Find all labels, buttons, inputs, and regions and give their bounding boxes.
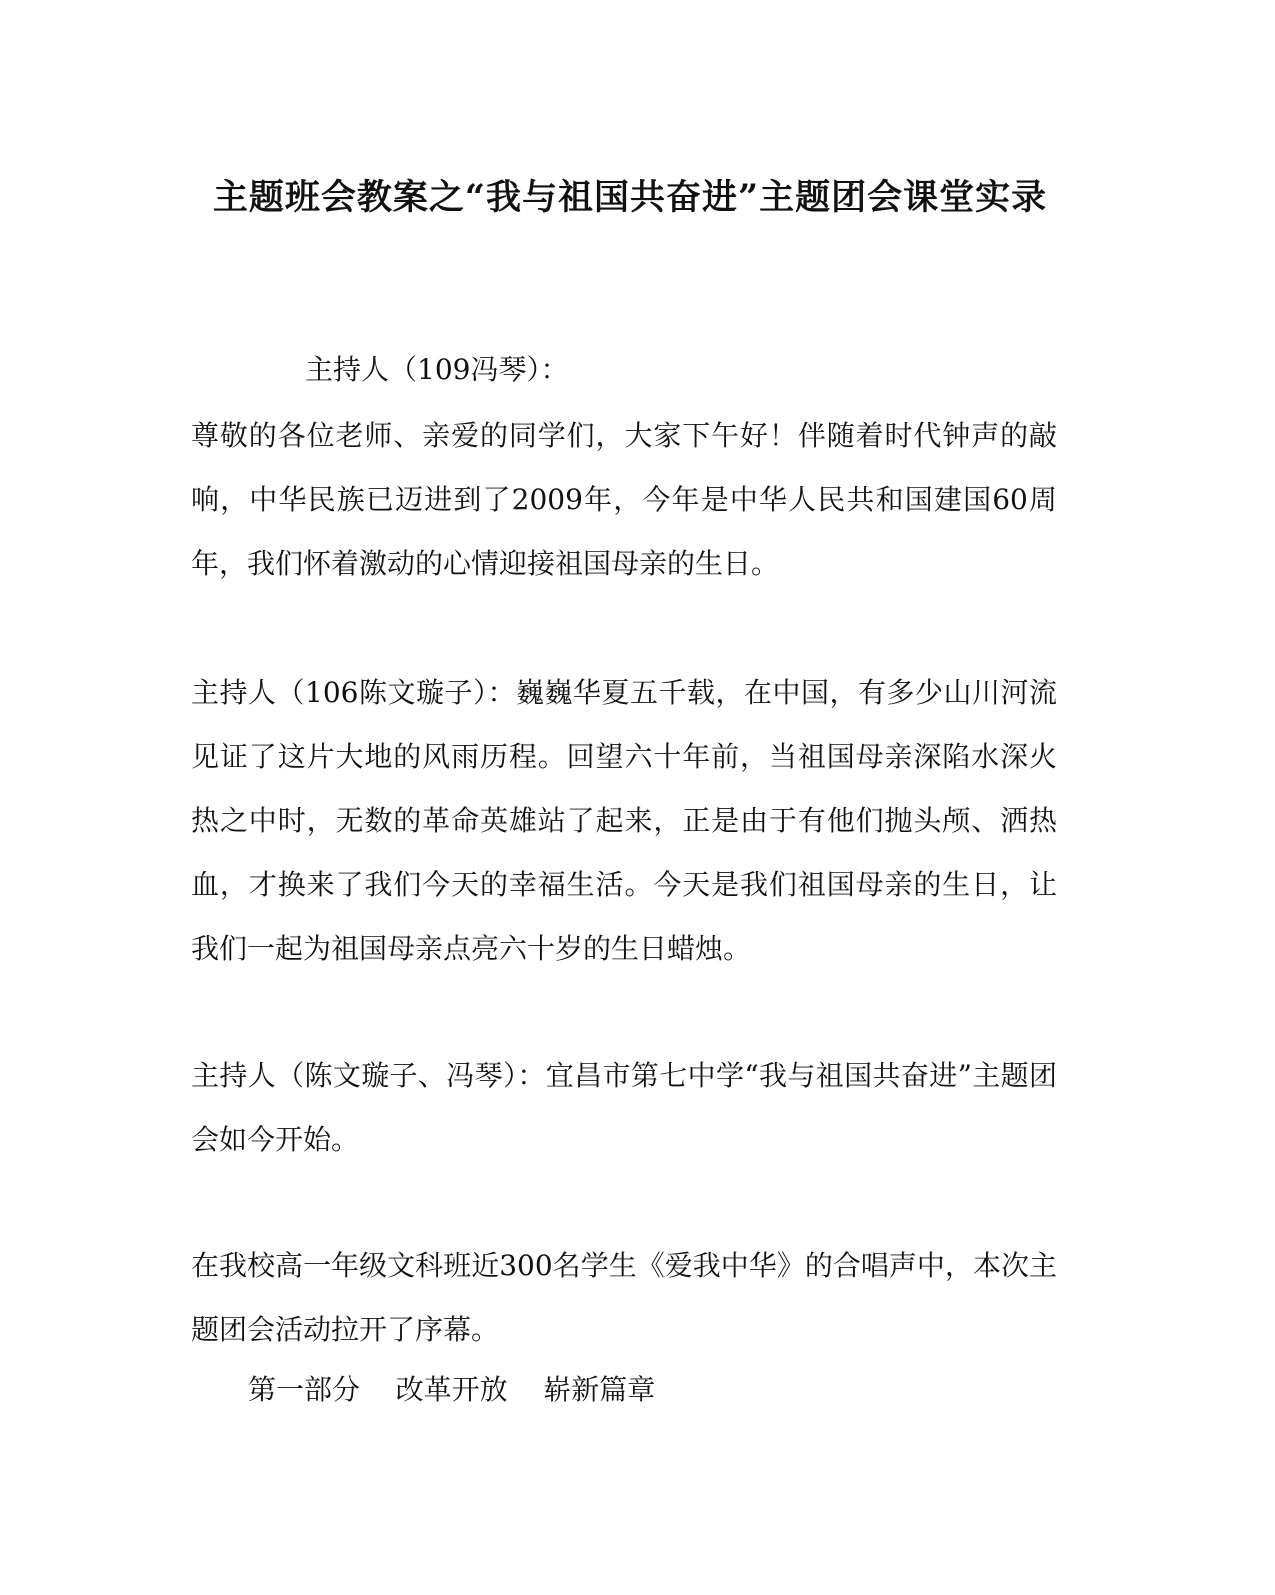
paragraph-meeting-start: 主持人（陈文璇子、冯琴）：宜昌市第七中学“我与祖国共奋进”主题团会如今开始。 — [191, 1059, 1057, 1156]
paragraph-chorus: 在我校高一年级文科班近300名学生《爱我中华》的合唱声中，本次主题团会活动拉开了序幕。 — [191, 1249, 1057, 1346]
host-intro-line: 主持人（109冯琴）： — [305, 353, 569, 386]
section-heading: 第一部分 改革开放 崭新篇章 — [248, 1373, 656, 1406]
paragraph-opening-greeting: 尊敬的各位老师、亲爱的同学们，大家下午好！伴随着时代钟声的敲响，中华民族已迈进到了2009年，今年是中华人民共和国建国60周年，我们怀着激动的心情迎接祖国母亲的生日。 — [191, 419, 1057, 580]
document-title: 主题班会教案之“我与祖国共奋进”主题团会课堂实录 — [212, 177, 1048, 218]
paragraph-host-chen: 主持人（106陈文璇子）：巍巍华夏五千载，在中国，有多少山川河流见证了这片大地的风雨历程。回望六十年前，当祖国母亲深陷水深火热之中时，无数的革命英雄站了起来，正是由于有他们抛头颅、洒热血，才换来了我们今天的幸福生活。今天是我们祖国母亲的生日，让我们一起为祖国母亲点亮六十岁的生日蜡烛。 — [191, 676, 1057, 965]
